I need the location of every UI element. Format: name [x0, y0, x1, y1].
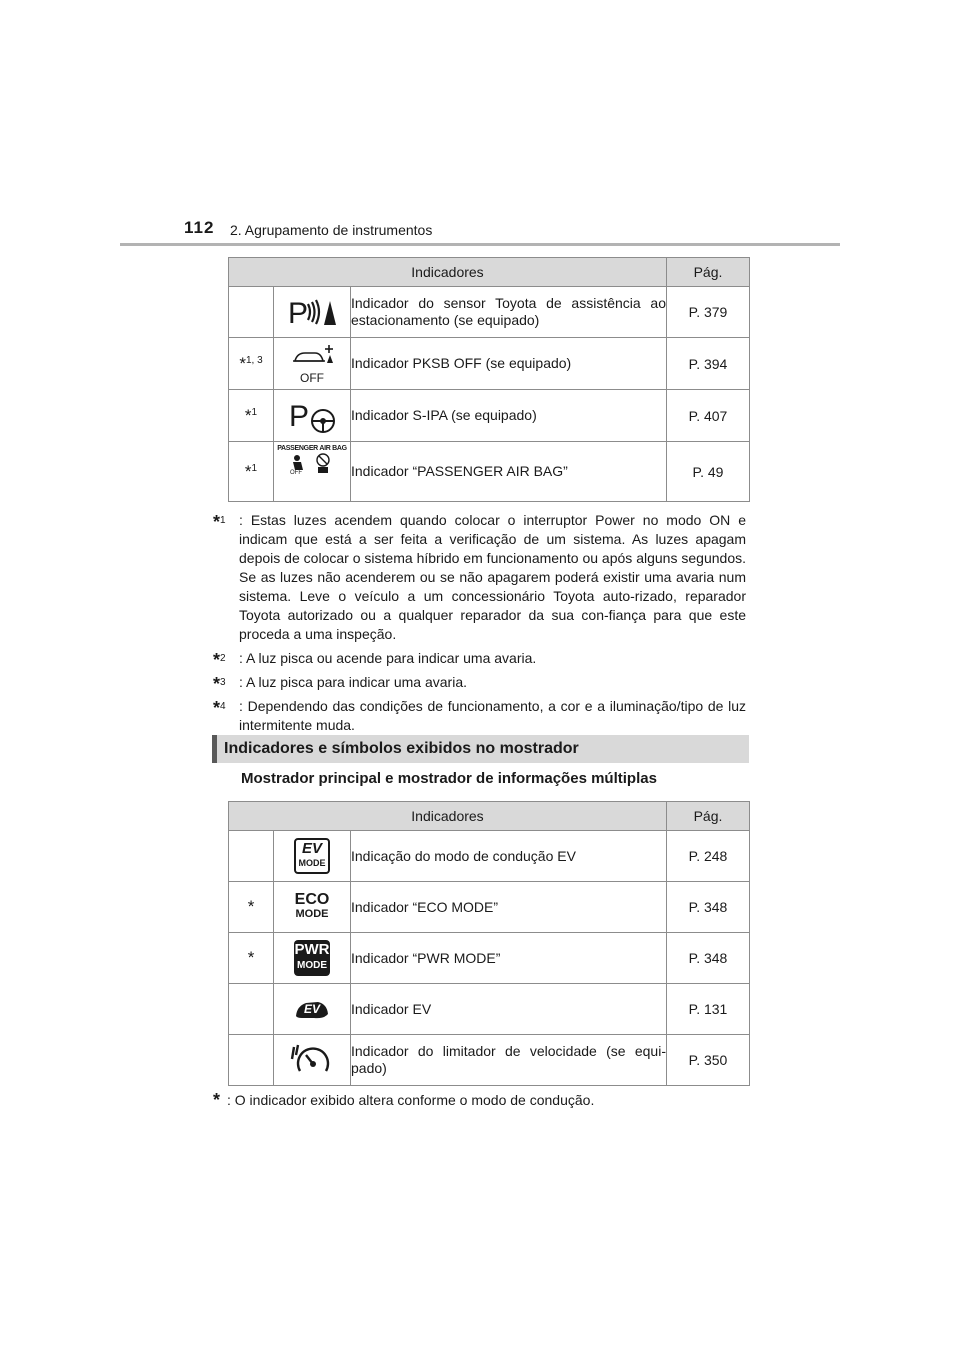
row-mark	[229, 984, 274, 1035]
row-description: Indicador PKSB OFF (se equipado)	[351, 338, 667, 390]
table-row	[229, 390, 750, 442]
table-header-row	[229, 802, 750, 831]
row-mark: *	[229, 933, 274, 984]
table-header-row	[229, 258, 750, 287]
footnote: *$^4$ : Dependendo das condições de funcionamento, a cor e a iluminação/tipo de luz intermitente muda.	[213, 698, 746, 733]
row-page: P. 49	[667, 442, 750, 502]
header-rule	[120, 243, 840, 246]
header-indicators: Indicadores	[229, 258, 667, 287]
row-mark: *	[229, 882, 274, 933]
ev-mode-bottom: MODE	[298, 858, 326, 868]
air-bag-off-label: OFF	[290, 470, 302, 476]
air-bag-label: PASSENGER AIR BAG	[277, 445, 347, 452]
pwr-mode-bottom: MODE	[297, 960, 327, 971]
pwr-mode-icon	[274, 933, 351, 984]
header-page: Pág.	[667, 802, 750, 831]
row-mark: *$^{1, 3}$	[229, 338, 274, 390]
row-description: Indicador “PWR MODE”	[351, 933, 667, 984]
section-heading	[212, 735, 749, 763]
table-row	[229, 1035, 750, 1086]
speed-limiter-icon	[274, 1035, 351, 1086]
row-page: P. 394	[667, 338, 750, 390]
row-page: P. 348	[667, 882, 750, 933]
section-bar	[212, 735, 217, 763]
s-ipa-icon	[274, 390, 351, 442]
row-page: P. 379	[667, 287, 750, 338]
table-row	[229, 287, 750, 338]
indicators-table-2	[228, 801, 750, 1086]
eco-mode-top: ECO	[294, 891, 330, 908]
eco-mode-icon	[274, 882, 351, 933]
row-page: P. 407	[667, 390, 750, 442]
row-page: P. 248	[667, 831, 750, 882]
row-description: Indicador S-IPA (se equipado)	[351, 390, 667, 442]
row-description: Indicação do modo de condução EV	[351, 831, 667, 882]
table-row	[229, 933, 750, 984]
header-indicators: Indicadores	[229, 802, 667, 831]
footnote: * : O indicador exibido altera conforme o modo de condução.	[213, 1090, 595, 1110]
row-mark: *$^1$	[229, 442, 274, 502]
pksb-off-icon	[274, 338, 351, 390]
row-description: Indicador “ECO MODE”	[351, 882, 667, 933]
svg-text:P: P	[289, 399, 310, 433]
row-mark	[229, 831, 274, 882]
ev-mode-top: EV	[301, 840, 322, 857]
chapter-title: 2. Agrupamento de instrumentos	[230, 222, 433, 238]
footnotes-1	[213, 511, 746, 740]
ev-indicator-icon	[274, 984, 351, 1035]
row-mark: *$^1$	[229, 390, 274, 442]
table-row	[229, 831, 750, 882]
table-row	[229, 442, 750, 502]
page-number: 112	[184, 218, 215, 237]
passenger-air-bag-icon	[274, 442, 351, 502]
ev-mode-icon	[274, 831, 351, 882]
row-mark	[229, 287, 274, 338]
subheading: Mostrador principal e mostrador de informações múltiplas	[241, 770, 657, 787]
pksb-off-label: OFF	[300, 370, 324, 385]
table-row	[229, 984, 750, 1035]
indicators-table-1	[228, 257, 750, 502]
header-page: Pág.	[667, 258, 750, 287]
row-description: Indicador EV	[351, 984, 667, 1035]
pwr-mode-top: PWR	[294, 941, 330, 958]
eco-mode-bottom: MODE	[295, 908, 329, 920]
svg-text:P: P	[288, 297, 309, 329]
footnotes-2	[213, 1091, 746, 1115]
row-page: P. 350	[667, 1035, 750, 1086]
row-page: P. 348	[667, 933, 750, 984]
table-row	[229, 338, 750, 390]
section-title: Indicadores e símbolos exibidos no mostrador	[224, 740, 579, 757]
row-mark	[229, 1035, 274, 1086]
row-description: Indicador do sensor Toyota de assistência ao estacionamento (se equipado)	[351, 287, 667, 338]
footnote: *$^3$ : A luz pisca para indicar uma avaria.	[213, 674, 468, 694]
row-page: P. 131	[667, 984, 750, 1035]
table-row	[229, 882, 750, 933]
footnote: *$^1$ : Estas luzes acendem quando colocar o interruptor Power no modo ON e indicam que está a ser feita a verificação de um sistema. As luzes apagam depois de colocar o sistema híbrido em funcionamento ou após alguns segundos. Se as luzes não acenderem ou se não apagarem poderá existir uma avaria num sistema. Leve o veículo a um concessionário Toyota auto-rizado, reparador Toyota autorizado ou a qualquer reparador da sua con-fiança para que este proceda a uma inspeção.	[213, 512, 746, 642]
footnote: *$^2$ : A luz pisca ou acende para indicar uma avaria.	[213, 650, 537, 670]
row-description: Indicador “PASSENGER AIR BAG”	[351, 442, 667, 502]
parking-sensor-icon	[274, 287, 351, 338]
row-description: Indicador do limitador de velocidade (se equi-pado)	[351, 1035, 667, 1086]
ev-indicator-text: EV	[303, 1002, 320, 1016]
